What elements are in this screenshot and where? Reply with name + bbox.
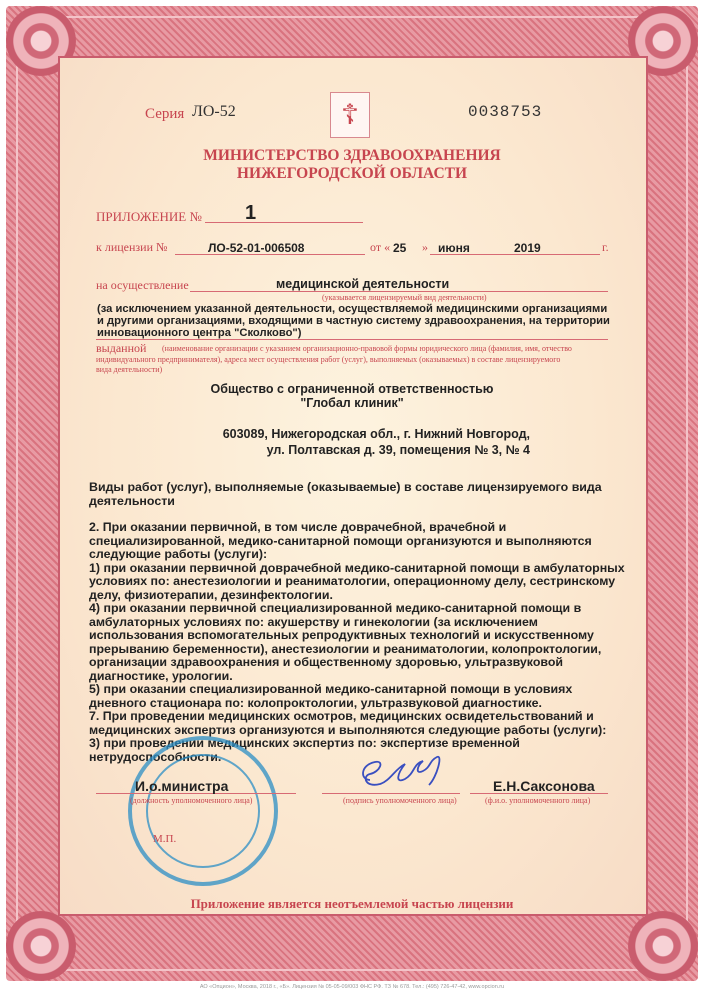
license-month: июня [438,241,470,255]
works-line: организации здравоохранения и общественному здоровью, ультразвуковой [89,655,564,669]
position-hint: (должность уполномоченного лица) [130,796,253,805]
license-year: 2019 [514,241,541,255]
ministry-title [0,147,704,183]
license-day: 25 [393,241,407,255]
name-hint: (ф.и.о. уполномоченного лица) [485,796,591,805]
works-line: специализированной, медико-санитарной помощи организуются и выполняются [89,533,592,548]
form-number: 0038753 [468,103,543,121]
ministry-line-1: МИНИСТЕРСТВО ЗДРАВООХРАНЕНИЯ [203,147,501,164]
org-name-line: Общество с ограниченной ответственностью [210,382,494,396]
works-line: условиях по: анестезиологии и реаниматологии, операционному делу, сестринскому [89,574,616,588]
works-line: делу, физиотерапии, дезинфектологии. [89,587,333,602]
organization-address [200,426,530,458]
handwritten-signature [350,750,460,794]
series-value: ЛО-52 [192,103,236,120]
exclusion-line: инновационного центра "Сколково") [97,327,302,339]
works-line: нетрудоспособности. [89,749,222,764]
exclusion-line: (за исключением указанной деятельности, осуществляемой медицинскими организациями [97,303,608,315]
official-seal-stamp [128,736,278,886]
works-line: дневного стационара по: колопроктологии, ультразвуковой диагностике. [89,695,542,710]
activity-exclusion [97,303,610,339]
seal-label: М.П. [153,833,177,845]
works-line: использования вспомогательных репродуктивных технологий и искусственному [89,628,594,642]
works-line: 2. При оказании первичной, в том числе доврачебной, врачебной и [89,520,507,534]
issued-hint: индивидуального предпринимателя), адреса мест осуществления работ (услуг), выполняемых (оказываемых) в составе лицензируемого [96,355,561,364]
works-heading [89,481,602,508]
issued-hint: (наименование организации с указанием организационно-правовой формы юридического лица (фамилия, имя, отчество [162,344,572,353]
works-line: следующие работы (услуги): [89,547,268,561]
address-line: 603089, Нижегородская обл., г. Нижний Новгород, [222,427,530,441]
works-line: 1) при оказании первичной доврачебной медико-санитарной помощи в амбулаторных [89,560,625,575]
printer-info: АО «Опцион», Москва, 2018 г., «Б». Лицензия № 05-05-09/003 ФНС РФ. ТЗ № 678. Тел.: (495) 726-47-42, www.opcion.ru [199,984,505,990]
issued-label: выданной [96,341,147,355]
date-from-label: от « [370,240,391,254]
works-line: медицинских экспертиз организуются и выполняются следующие работы (услуги): [89,722,607,737]
footer-note: Приложение является неотъемлемой частью лицензии [190,896,514,911]
works-heading-line: деятельности [89,493,175,508]
corner-rosette-icon [6,911,76,981]
activity-label: на осуществление [96,278,189,292]
license-label: к лицензии № [96,240,168,254]
works-line: диагностике, урологии. [89,668,233,683]
activity-hint: (указывается лицензируемый вид деятельности) [322,293,487,302]
works-list [89,521,625,764]
works-line: 5) при оказании специализированной медико-санитарной помощи в условиях [89,682,573,696]
corner-rosette-icon [628,911,698,981]
signatory-name: Е.Н.Саксонова [493,778,595,794]
close-quote: » [422,240,428,254]
russian-coat-of-arms-icon: ☦ [330,92,370,138]
appendix-label: ПРИЛОЖЕНИЕ № [96,209,202,224]
signatory-position: И.о.министра [135,778,229,794]
series-label: Серия [145,106,185,122]
activity-value: медицинской деятельности [276,277,450,291]
works-line: 4) при оказании первичной специализированной медико-санитарной помощи в [89,601,582,615]
org-name-line: "Глобал клиник" [300,396,404,410]
address-line: ул. Полтавская д. 39, помещения № 3, № 4 [266,443,530,457]
works-line: амбулаторных условиях по: акушерству и гинекологии (за исключением [89,614,538,629]
sign-hint: (подпись уполномоченного лица) [343,796,457,805]
issued-hint: вида деятельности) [96,365,163,374]
exclusion-line: и другими организациями, входящими в частную систему здравоохранения, на территории [97,315,610,327]
works-line: 7. При проведении медицинских осмотров, медицинских освидетельствований и [89,709,594,723]
license-number: ЛО-52-01-006508 [208,241,305,255]
organization-name [0,382,704,410]
ministry-line-2: НИЖЕГОРОДСКОЙ ОБЛАСТИ [236,165,468,182]
appendix-number: 1 [245,202,257,224]
works-heading-line: Виды работ (услуг), выполняемые (оказываемые) в составе лицензируемого вида [89,480,602,494]
works-line: прерыванию беременности), анестезиологии и реаниматологии, колопроктологии, [89,641,602,656]
year-suffix: г. [602,240,609,254]
works-line: 3) при проведении медицинских экспертиз по: экспертизе временной [89,736,520,750]
